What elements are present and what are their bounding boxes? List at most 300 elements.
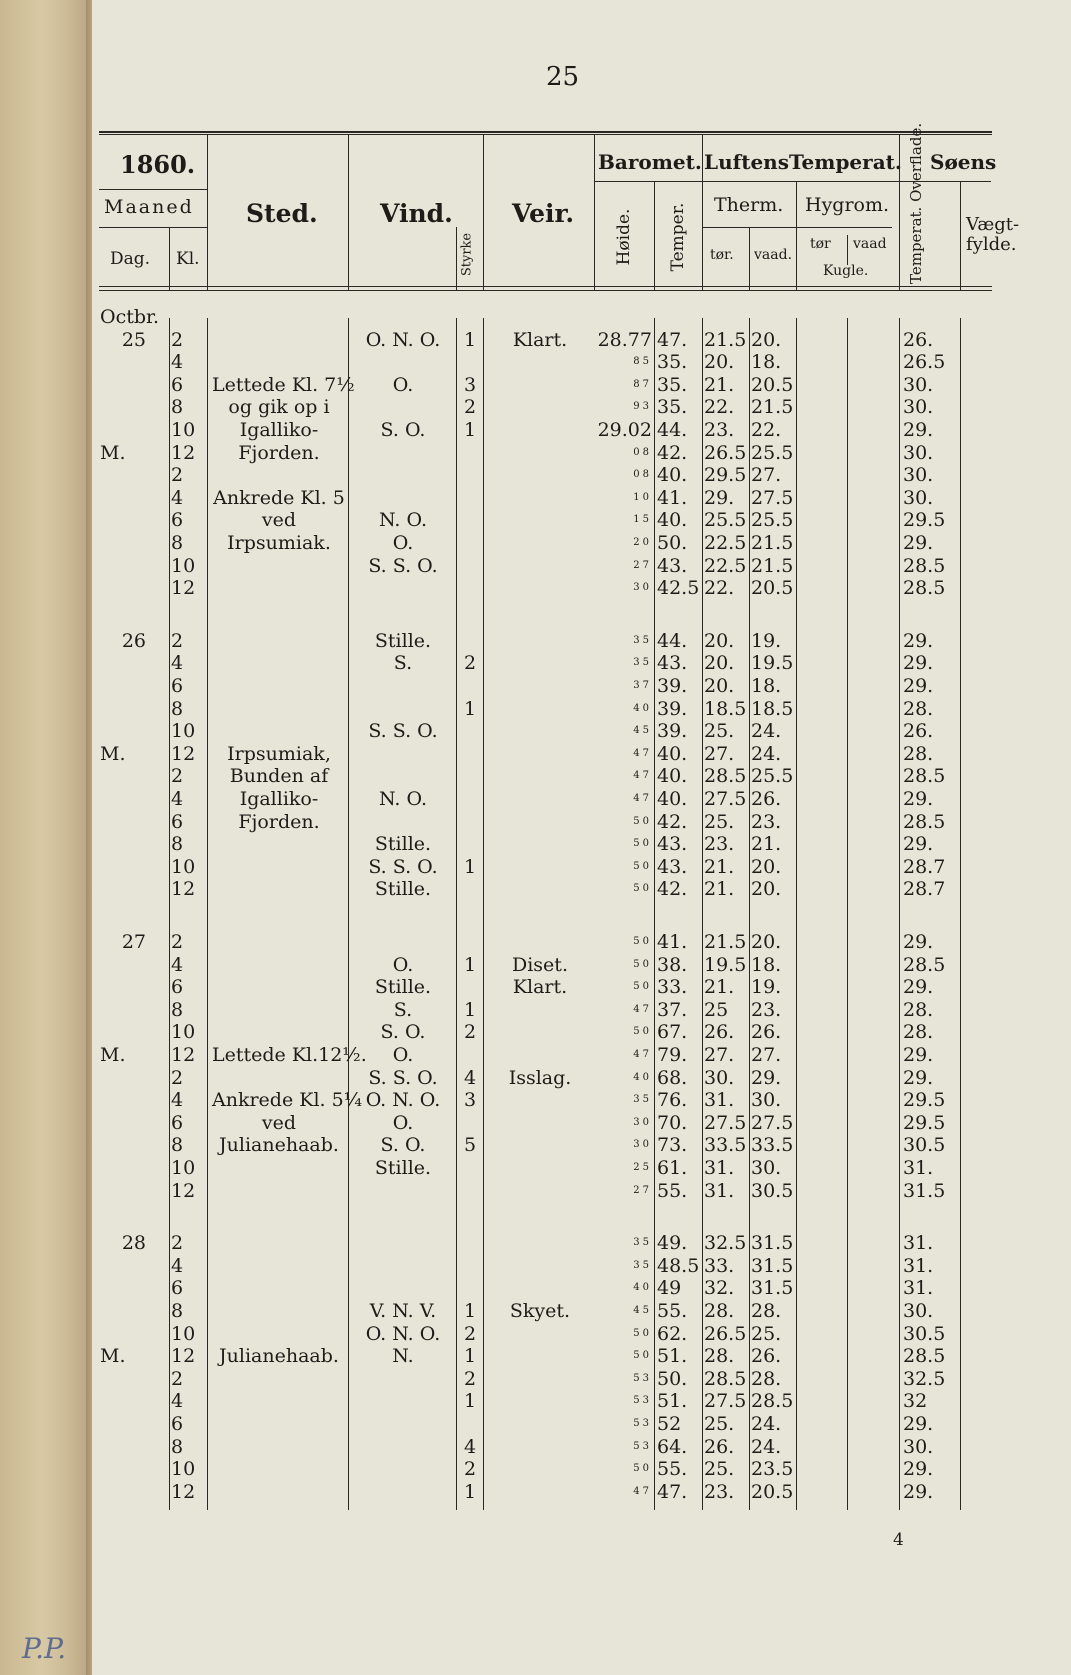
cell-tor: 26.5 [704,441,747,464]
cell-vaad: 27.5 [751,1111,794,1134]
cell-kl: 4 [171,351,184,374]
cell-bt: 51. [657,1390,688,1413]
cell-kl: 12 [171,1345,196,1368]
cell-vaad: 18.5 [751,697,794,720]
cell-maaned: Octbr. [100,306,160,328]
cell-sted: Fjorden. [238,810,320,833]
cell-vaad: 31.5 [751,1277,794,1300]
cell-kl: 2 [171,328,184,351]
cell-kl: 12 [171,577,196,600]
header-vind: Vind. [380,199,453,228]
cell-tor: 19.5 [704,953,747,976]
cell-vind: O. [392,1111,414,1134]
cell-soen: 30. [903,441,934,464]
header-vaad: vaad. [754,247,793,263]
header-veir: Veir. [512,199,575,228]
cell-styrke: 1 [463,1345,477,1368]
cell-sted: Igalliko- [239,788,319,810]
cell-bt: 43. [657,554,688,577]
cell-bt: 44. [657,629,688,652]
cell-vind: O. [392,373,414,396]
cell-hoide: 35 [633,1259,652,1271]
cell-styrke: 2 [463,1322,477,1345]
cell-kl: 10 [171,1322,196,1345]
cell-vaad: 24. [751,720,782,743]
cell-veir: Klart. [512,328,568,351]
cell-kl: 4 [171,486,184,509]
cell-tor: 25. [704,720,735,743]
cell-tor: 22. [704,396,735,419]
cell-tor: 23. [704,833,735,856]
cell-tor: 18.5 [704,697,747,720]
cell-soen: 29. [903,1458,934,1481]
cell-styrke: 1 [463,855,477,878]
cell-maaned: M. [100,1345,126,1368]
cell-soen: 28.5 [903,953,946,976]
cell-soen: 29. [903,931,934,953]
cell-maaned: M. [100,742,126,765]
cell-vaad: 29. [751,1066,782,1089]
cell-kl: 10 [171,419,196,441]
cell-soen: 29. [903,1066,934,1089]
cell-soen: 28.7 [903,878,946,901]
header-bottom-rule-2 [99,290,992,291]
cell-vaad: 28. [751,1300,782,1322]
cell-tor: 31. [704,1157,735,1179]
cell-bt: 35. [657,396,688,419]
cell-kl: 10 [171,1458,196,1481]
cell-soen: 28. [903,742,934,765]
cell-kl: 6 [171,976,184,999]
cell-bt: 40. [657,742,688,765]
cell-soen: 30. [903,373,934,396]
cell-soen: 29. [903,1480,934,1503]
cell-hoide: 30 [633,582,652,594]
cell-bt: 47. [657,1480,688,1503]
cell-kl: 4 [171,1089,184,1112]
cell-soen: 30. [903,1435,934,1458]
cell-bt: 33. [657,976,688,999]
cell-vaad: 22. [751,419,782,441]
cell-hoide: 47 [633,747,652,759]
vrule-tor [702,318,703,1510]
cell-sted: Igalliko- [239,419,319,441]
cell-vaad: 21. [751,833,782,856]
cell-tor: 25. [704,1413,735,1435]
cell-hoide: 40 [633,1282,652,1294]
header-vaegtfylde: Vægt-fylde. [966,214,1020,255]
cell-vaad: 25.5 [751,441,794,464]
cell-soen: 28.5 [903,554,946,577]
cell-soen: 31. [903,1277,934,1300]
cell-vaad: 26. [751,1021,782,1044]
cell-vind: N. O. [379,509,427,532]
cell-tor: 26. [704,1021,735,1044]
cell-hoide: 47 [633,793,652,804]
cell-bt: 40. [657,509,688,532]
cell-tor: 25. [704,1458,735,1481]
cell-vaad: 19.5 [751,652,794,675]
header-barometer: Baromet. [598,150,702,174]
cell-vind: N. O. [379,788,427,810]
cell-vind: S. S. O. [368,1066,438,1089]
cell-soen: 29. [903,629,934,652]
cell-styrke: 1 [463,953,477,976]
cell-hoide: 45 [633,1305,652,1316]
cell-vaad: 30.5 [751,1179,794,1202]
vrule-hyg-vaad [847,318,848,1510]
cell-sted: Julianehaab. [219,1345,339,1368]
maaned-underline [99,227,207,228]
cell-styrke: 2 [463,1021,477,1044]
cell-bt: 40. [657,464,688,487]
cell-vaad: 21.5 [751,554,794,577]
cell-vaad: 19. [751,976,782,999]
cell-tor: 32.5 [704,1232,747,1255]
cell-styrke: 2 [463,1458,477,1481]
cell-vaad: 31.5 [751,1254,794,1277]
cell-styrke: 1 [463,419,477,441]
cell-hoide: 50 [633,1350,652,1362]
cell-vaad: 23. [751,810,782,833]
cell-kl: 4 [171,953,184,976]
cell-kl: 4 [171,1254,184,1277]
cell-vind: Stille. [374,878,432,901]
cell-hoide: 50 [633,860,652,872]
cell-bt: 39. [657,720,688,743]
vrule-vaad-head [749,227,750,290]
cell-hoide: 35 [633,1094,652,1106]
cell-vind: S. [393,998,413,1021]
cell-vaad: 23.5 [751,1458,794,1481]
cell-kl: 4 [171,652,184,675]
cell-bt: 39. [657,675,688,697]
cell-vind: O. N. O. [365,1322,441,1345]
cell-kl: 12 [171,878,196,901]
cell-kl: 2 [171,1367,184,1390]
cell-vind: Stille. [374,1157,432,1179]
vrule-tor-head [702,134,703,290]
cell-sted: Irpsumiak, [227,742,331,765]
cell-kl: 6 [171,509,184,532]
cell-bt: 42. [657,810,688,833]
cell-soen: 29. [903,1413,934,1435]
cell-bt: 42. [657,441,688,464]
cell-bt: 76. [657,1089,688,1112]
cell-sted: Ankrede Kl. 5¼ [212,1089,363,1112]
cell-kl: 10 [171,720,196,743]
vrule-vaegt-head [960,181,961,290]
cell-vaad: 20.5 [751,373,794,396]
cell-hoide: 25 [633,1162,652,1173]
cell-styrke: 3 [463,373,477,396]
cell-kl: 2 [171,1232,184,1255]
cell-tor: 27.5 [704,1390,747,1413]
cell-soen: 31.5 [903,1179,946,1202]
cell-tor: 22.5 [704,554,747,577]
cell-tor: 33.5 [704,1134,747,1157]
vrule-vind [348,318,349,1510]
cell-hoide: 35 [633,657,652,669]
vrule-veir [483,318,484,1510]
cell-veir: Diset. [512,953,568,976]
cell-vaad: 21.5 [751,532,794,554]
cell-hoide: 85 [633,356,652,368]
cell-kl: 4 [171,788,184,810]
cell-kl: 6 [171,810,184,833]
cell-vind: O. N. O. [365,328,441,351]
cell-soen: 30.5 [903,1322,946,1345]
signature-mark: 4 [893,1530,904,1550]
cell-bt: 41. [657,931,688,953]
cell-hoide: 30 [633,1139,652,1151]
cell-veir: Skyet. [509,1300,571,1322]
cell-bt: 50. [657,532,688,554]
header-kugle: Kugle. [823,263,869,279]
cell-tor: 27. [704,742,735,765]
cell-vind: S. O. [380,419,426,441]
cell-sted: Lettede Kl.12½. [212,1044,367,1066]
cell-tor: 25.5 [704,509,747,532]
cell-hoide: 50 [633,936,652,947]
cell-tor: 21. [704,976,735,999]
cell-soen: 32 [903,1390,928,1413]
cell-kl: 6 [171,675,184,697]
vrule-hyg-head [796,181,797,290]
cell-maaned: M. [100,441,126,464]
cell-tor: 30. [704,1066,735,1089]
cell-kl: 10 [171,554,196,577]
cell-vaad: 27. [751,464,782,487]
cell-hoide: 28.77 [597,328,652,351]
cell-tor: 25 [704,998,729,1021]
vrule-hyg-mid-head [847,235,848,265]
cell-vind: S. O. [380,1134,426,1157]
cell-soen: 28.5 [903,810,946,833]
cell-sted: Irpsumiak. [227,532,331,554]
cell-tor: 23. [704,1480,735,1503]
cell-tor: 27. [704,1044,735,1066]
cell-soen: 31. [903,1232,934,1255]
cell-tor: 33. [704,1254,735,1277]
cell-vaad: 26. [751,788,782,810]
header-kl: Kl. [176,249,200,269]
cell-hoide: 53 [633,1418,652,1429]
cell-soen: 29.5 [903,1111,946,1134]
cell-hoide: 37 [633,680,652,691]
binding-gutter [0,0,92,1675]
cell-hoide: 50 [633,1026,652,1038]
cell-bt: 49. [657,1232,688,1255]
header-hoide: Høide. [614,208,634,266]
cell-hoide: 40 [633,702,652,714]
header-therm: Therm. [714,194,784,216]
cell-hoide: 50 [633,815,652,827]
cell-kl: 6 [171,373,184,396]
cell-hoide: 40 [633,1071,652,1083]
cell-styrke: 1 [463,697,477,720]
cell-bt: 37. [657,998,688,1021]
cell-soen: 29. [903,833,934,856]
cell-hoide: 47 [633,770,652,782]
cell-soen: 26. [903,720,934,743]
cell-soen: 30.5 [903,1134,946,1157]
vrule-styrke [456,318,457,1510]
cell-tor: 20. [704,629,735,652]
cell-tor: 22. [704,577,735,600]
cell-soen: 31. [903,1157,934,1179]
top-rule [99,131,992,133]
header-dag: Dag. [110,249,151,269]
cell-tor: 28.5 [704,765,747,788]
cell-vaad: 20.5 [751,1480,794,1503]
cell-hoide: 50 [633,981,652,993]
cell-vind: O. [392,953,414,976]
cell-vaad: 19. [751,629,782,652]
cell-tor: 21.5 [704,931,747,953]
cell-sted: Bunden af [229,765,329,788]
cell-hoide: 50 [633,958,652,970]
cell-bt: 40. [657,765,688,788]
cell-bt: 50. [657,1367,688,1390]
vrule-dag-kl-head [169,227,170,290]
cell-vaad: 27.5 [751,486,794,509]
cell-vind: S. S. O. [368,720,438,743]
cell-bt: 62. [657,1322,688,1345]
vrule-veir-head [483,134,484,290]
cell-bt: 43. [657,833,688,856]
cell-soen: 29. [903,675,934,697]
cell-vaad: 26. [751,1345,782,1368]
cell-vaad: 23. [751,998,782,1021]
header-tor: tør. [710,247,734,263]
cell-vaad: 30. [751,1157,782,1179]
vrule-sted-head [207,134,208,290]
cell-vind: Stille. [374,976,432,999]
cell-kl: 8 [171,1134,184,1157]
cell-tor: 26. [704,1435,735,1458]
cell-vind: N. [392,1345,414,1368]
cell-bt: 79. [657,1044,688,1066]
cell-bt: 42. [657,878,688,901]
cell-hoide: 08 [633,446,652,458]
cell-soen: 28.5 [903,577,946,600]
cell-vaad: 20. [751,878,782,901]
cell-veir: Isslag. [508,1066,572,1089]
cell-sted: Ankrede Kl. 5 [213,486,345,509]
cell-hoide: 27 [633,559,652,571]
page-number: 25 [546,62,580,92]
cell-hoide: 53 [633,1395,652,1407]
header-hygrom: Hygrom. [805,194,890,216]
cell-tor: 21. [704,878,735,901]
cell-tor: 25. [704,810,735,833]
cell-tor: 31. [704,1089,735,1112]
year-underline [99,189,207,190]
cell-kl: 12 [171,441,196,464]
cell-hoide: 35 [633,1237,652,1249]
cell-soen: 30. [903,396,934,419]
vrule-kl [169,318,170,1510]
vrule-styrke-head [456,227,457,290]
cell-styrke: 2 [463,652,477,675]
cell-vaad: 20. [751,328,782,351]
cell-vaad: 33.5 [751,1134,794,1157]
cell-bt: 52 [657,1413,682,1435]
cell-kl: 8 [171,532,184,554]
cell-kl: 2 [171,765,184,788]
cell-sted: ved [261,1111,297,1134]
cell-vaad: 25.5 [751,765,794,788]
cell-bt: 55. [657,1179,688,1202]
cell-kl: 10 [171,855,196,878]
cell-bt: 38. [657,953,688,976]
header-sted: Sted. [246,199,318,228]
cell-sted: Julianehaab. [219,1134,339,1157]
cell-kl: 4 [171,1390,184,1413]
cell-styrke: 3 [463,1089,477,1112]
cell-hoide: 50 [633,838,652,850]
cell-tor: 20. [704,675,735,697]
cell-soen: 29. [903,1044,934,1066]
cell-hoide: 47 [633,1049,652,1060]
cell-hoide: 20 [633,537,652,548]
cell-bt: 55. [657,1300,688,1322]
cell-vaad: 25.5 [751,509,794,532]
cell-bt: 73. [657,1134,688,1157]
cell-vaad: 31.5 [751,1232,794,1255]
cell-dag: 28 [121,1232,146,1255]
header-soens: Søens [930,150,997,174]
cell-tor: 27.5 [704,1111,747,1134]
cell-soen: 28. [903,1021,934,1044]
cell-kl: 12 [171,1179,196,1202]
cell-hoide: 93 [633,401,652,413]
cell-tor: 20. [704,351,735,374]
cell-kl: 6 [171,1413,184,1435]
vrule-vind-head [348,134,349,290]
cell-soen: 29.5 [903,509,946,532]
cell-vind: S. S. O. [368,855,438,878]
cell-sted: Lettede Kl. 7½ [212,373,355,396]
cell-dag: 25 [121,328,146,351]
cell-soen: 30. [903,1300,934,1322]
cell-vind: V. N. V. [369,1300,437,1322]
vrule-sted [207,318,208,1510]
cell-hoide: 53 [633,1440,652,1452]
cell-bt: 70. [657,1111,688,1134]
cell-bt: 39. [657,697,688,720]
cell-hoide: 53 [633,1372,652,1384]
cell-vaad: 20.5 [751,577,794,600]
cell-styrke: 1 [463,1480,477,1503]
cell-vaad: 24. [751,1413,782,1435]
cell-tor: 28. [704,1300,735,1322]
cell-bt: 47. [657,328,688,351]
vrule-soen [899,318,900,1510]
cell-kl: 2 [171,931,184,953]
cell-soen: 28.5 [903,765,946,788]
cell-soen: 28.7 [903,855,946,878]
cell-vaad: 24. [751,1435,782,1458]
cell-vaad: 27. [751,1044,782,1066]
cell-bt: 61. [657,1157,688,1179]
cell-styrke: 2 [463,396,477,419]
cell-bt: 35. [657,351,688,374]
cell-sted: Fjorden. [238,441,320,464]
cell-tor: 29.5 [704,464,747,487]
header-styrke: Styrke [459,232,475,277]
